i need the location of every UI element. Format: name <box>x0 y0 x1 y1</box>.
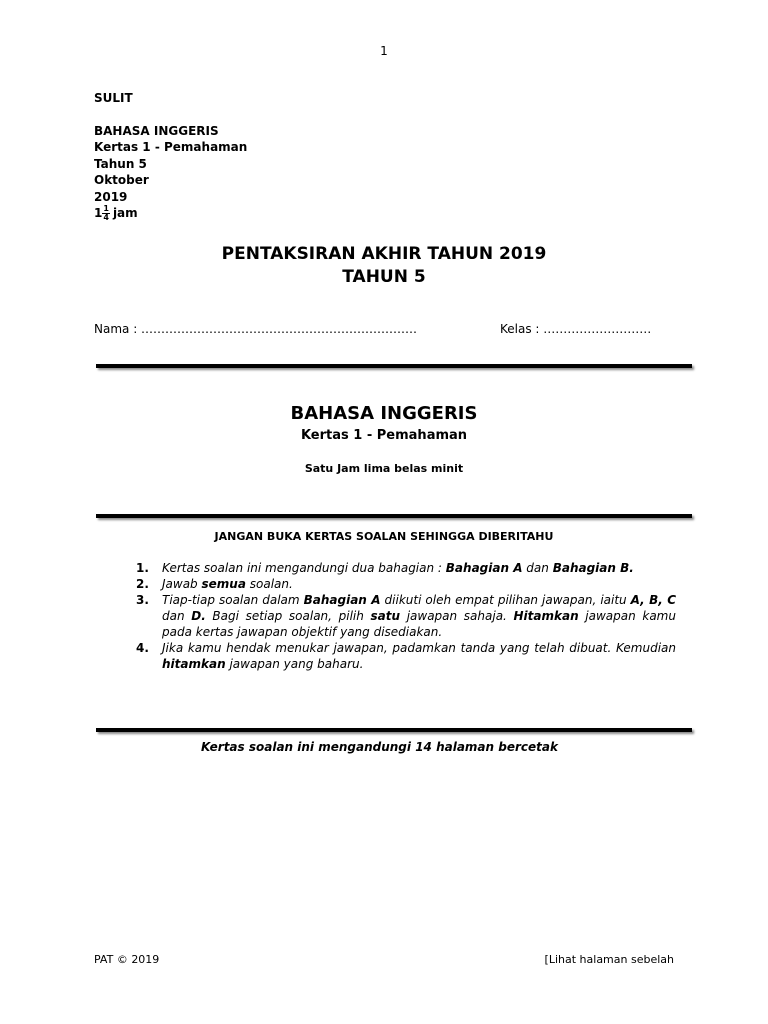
exam-title-line1: PENTAKSIRAN AKHIR TAHUN 2019 <box>221 244 547 264</box>
fraction-numerator: 1 <box>103 204 109 213</box>
instruction-emphasis: Bahagian A <box>303 593 381 607</box>
header-year-level: Tahun 5 <box>94 156 147 171</box>
instruction-item <box>136 640 676 672</box>
header-duration <box>94 205 247 222</box>
instruction-emphasis: satu <box>370 609 401 623</box>
instruction-emphasis: D. <box>191 609 206 623</box>
instruction-segment: dan <box>162 609 192 623</box>
instruction-emphasis: A, B, C <box>630 593 677 607</box>
instruction-item <box>136 592 676 640</box>
instruction-emphasis: Hitamkan <box>513 609 579 623</box>
student-class-field: Kelas : ……………………… <box>500 322 652 336</box>
duration-fraction <box>102 205 110 222</box>
instruction-segment: jawapan kamu pada kertas jawapan objektif yang disediakan. <box>162 609 676 639</box>
instruction-segment: jawapan yang baharu. <box>225 657 364 671</box>
instruction-segment: diikuti oleh empat pilihan jawapan, iaitu <box>380 593 631 607</box>
divider-rule <box>96 364 692 368</box>
page-number: 1 <box>380 44 388 58</box>
divider-rule <box>96 728 692 732</box>
instruction-number: 2. <box>136 577 149 591</box>
duration-unit: jam <box>112 206 138 220</box>
instruction-item <box>136 576 676 592</box>
instruction-number: 3. <box>136 593 149 607</box>
header-month: Oktober <box>94 173 149 187</box>
instruction-text <box>162 560 676 576</box>
instruction-segment: Bagi setiap soalan, pilih <box>205 609 371 623</box>
page-count-note: Kertas soalan ini mengandungi 14 halaman bercetak <box>201 740 558 754</box>
next-page-footer: [Lihat halaman sebelah <box>544 953 674 966</box>
instruction-segment: dan <box>522 561 553 575</box>
instruction-segment: Jawab <box>162 577 202 591</box>
instructions-list <box>136 560 676 672</box>
instruction-number: 1. <box>136 561 149 575</box>
exam-title-line2: TAHUN 5 <box>342 267 426 287</box>
fraction-denominator: 4 <box>103 213 109 222</box>
instruction-segment: Kertas soalan ini mengandungi dua bahagian : <box>162 561 446 575</box>
subject-duration: Satu Jam lima belas minit <box>304 462 464 475</box>
exam-title <box>0 243 768 289</box>
instruction-segment: Jika kamu hendak menukar jawapan, padamkan tanda yang telah dibuat. Kemudian <box>162 641 676 655</box>
student-name-field: Nama : …………………………………………………………… <box>94 322 418 336</box>
instruction-text <box>162 576 676 592</box>
classification-label: SULIT <box>94 91 133 105</box>
instruction-emphasis: hitamkan <box>162 657 226 671</box>
instruction-text <box>162 592 676 640</box>
instruction-segment: jawapan sahaja. <box>400 609 514 623</box>
header-paper: Kertas 1 - Pemahaman <box>94 140 248 154</box>
instruction-emphasis: Bahagian B. <box>552 561 634 575</box>
copyright-footer: PAT © 2019 <box>94 953 160 966</box>
instruction-emphasis: Bahagian A <box>445 561 523 575</box>
header-subject: BAHASA INGGERIS <box>94 123 219 138</box>
instruction-emphasis: semua <box>201 577 246 591</box>
instruction-number: 4. <box>136 641 149 655</box>
instruction-segment: Tiap-tiap soalan dalam <box>162 593 304 607</box>
warning-notice: JANGAN BUKA KERTAS SOALAN SEHINGGA DIBERITAHU <box>214 530 554 543</box>
subject-title: BAHASA INGGERIS <box>290 403 478 424</box>
exam-header <box>94 90 247 222</box>
instruction-text <box>162 640 676 672</box>
duration-whole: 1 <box>94 206 103 220</box>
instruction-item <box>136 560 676 576</box>
divider-rule <box>96 514 692 518</box>
subject-paper: Kertas 1 - Pemahaman <box>300 428 468 443</box>
instruction-segment: soalan. <box>245 577 293 591</box>
header-year: 2019 <box>94 189 128 204</box>
